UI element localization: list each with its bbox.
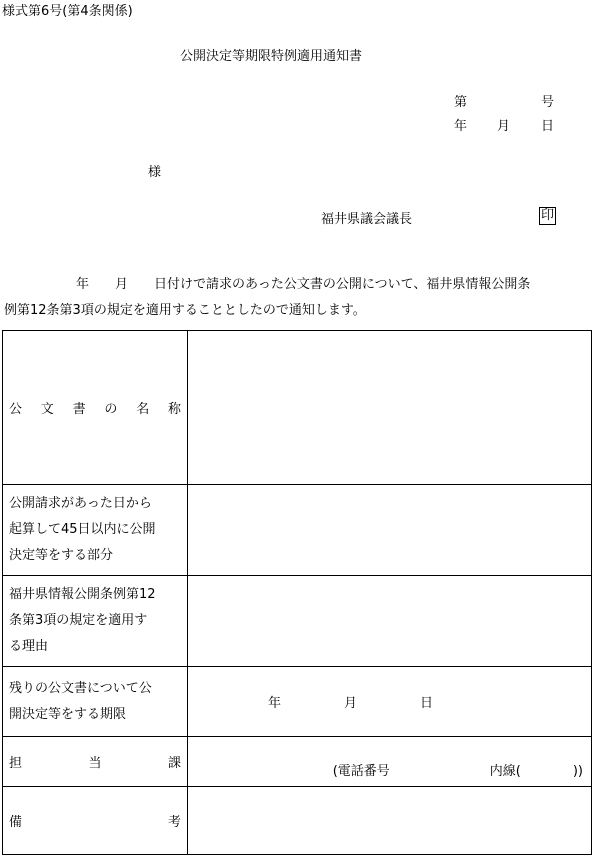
label-line: 条第3項の規定を適用す (9, 613, 148, 628)
label-char: 文 (40, 402, 54, 417)
form-id: 様式第6号(第4条関係) (2, 4, 133, 19)
table-row (3, 737, 592, 787)
label-char: 考 (167, 815, 181, 830)
table-row (3, 485, 592, 576)
label-char: 公 (9, 402, 23, 417)
phone-label: (電話番号 (332, 764, 390, 779)
row-label-document-name (3, 331, 188, 485)
deadline-month: 月 (344, 696, 358, 711)
label-line: 起算して45日以内に公開 (9, 522, 156, 537)
label-line: 福井県情報公開条例第12 (9, 587, 156, 602)
details-table (2, 330, 592, 855)
label-char: の (104, 402, 118, 417)
deadline-day: 日 (420, 696, 434, 711)
body-paragraph (4, 272, 590, 324)
table-row (3, 667, 592, 737)
row-label-department (3, 737, 188, 787)
label-char: 名 (136, 402, 150, 417)
label-line: 公開請求があった日から (9, 496, 152, 511)
date-day: 日 (541, 119, 555, 134)
label-char: 称 (167, 402, 181, 417)
label-line: 開決定等をする期限 (9, 706, 127, 722)
value-remarks[interactable] (188, 787, 592, 855)
row-label-remarks (3, 787, 188, 855)
body-line-2: 例第12条第3項の規定を適用することとしたので通知します。 (4, 303, 366, 318)
table-row (3, 576, 592, 667)
value-deadline[interactable] (188, 667, 592, 737)
label-char: 書 (72, 402, 86, 417)
seal-mark: 印 (541, 208, 555, 223)
label-char: 課 (167, 756, 181, 771)
label-char: 担 (9, 756, 23, 771)
extension-label: 内線( )) (489, 764, 583, 779)
label-char: 当 (88, 756, 102, 771)
body-line-1: 年 月 日付けで請求のあった公文書の公開について、福井県情報公開条 (76, 277, 531, 292)
date-year: 年 (454, 119, 468, 134)
date-month: 月 (497, 119, 511, 134)
table-row (3, 787, 592, 855)
sender-name: 福井県議会議長 (321, 212, 413, 227)
addressee-suffix: 様 (148, 165, 162, 180)
number-prefix: 第 (454, 95, 468, 110)
label-line: る理由 (9, 639, 49, 654)
row-label-reason (3, 576, 188, 667)
number-suffix: 号 (541, 95, 555, 110)
label-line: 残りの公文書について公 (9, 680, 152, 696)
label-line: 決定等をする部分 (9, 548, 114, 563)
document-title: 公開決定等期限特例適用通知書 (180, 49, 363, 64)
value-decided-part[interactable] (188, 485, 592, 576)
deadline-year: 年 (268, 696, 282, 711)
value-department[interactable] (188, 737, 592, 787)
label-char: 備 (9, 815, 23, 830)
row-label-deadline (3, 667, 188, 737)
row-label-decided-part (3, 485, 188, 576)
table-row (3, 331, 592, 485)
value-document-name[interactable] (188, 331, 592, 485)
value-reason[interactable] (188, 576, 592, 667)
